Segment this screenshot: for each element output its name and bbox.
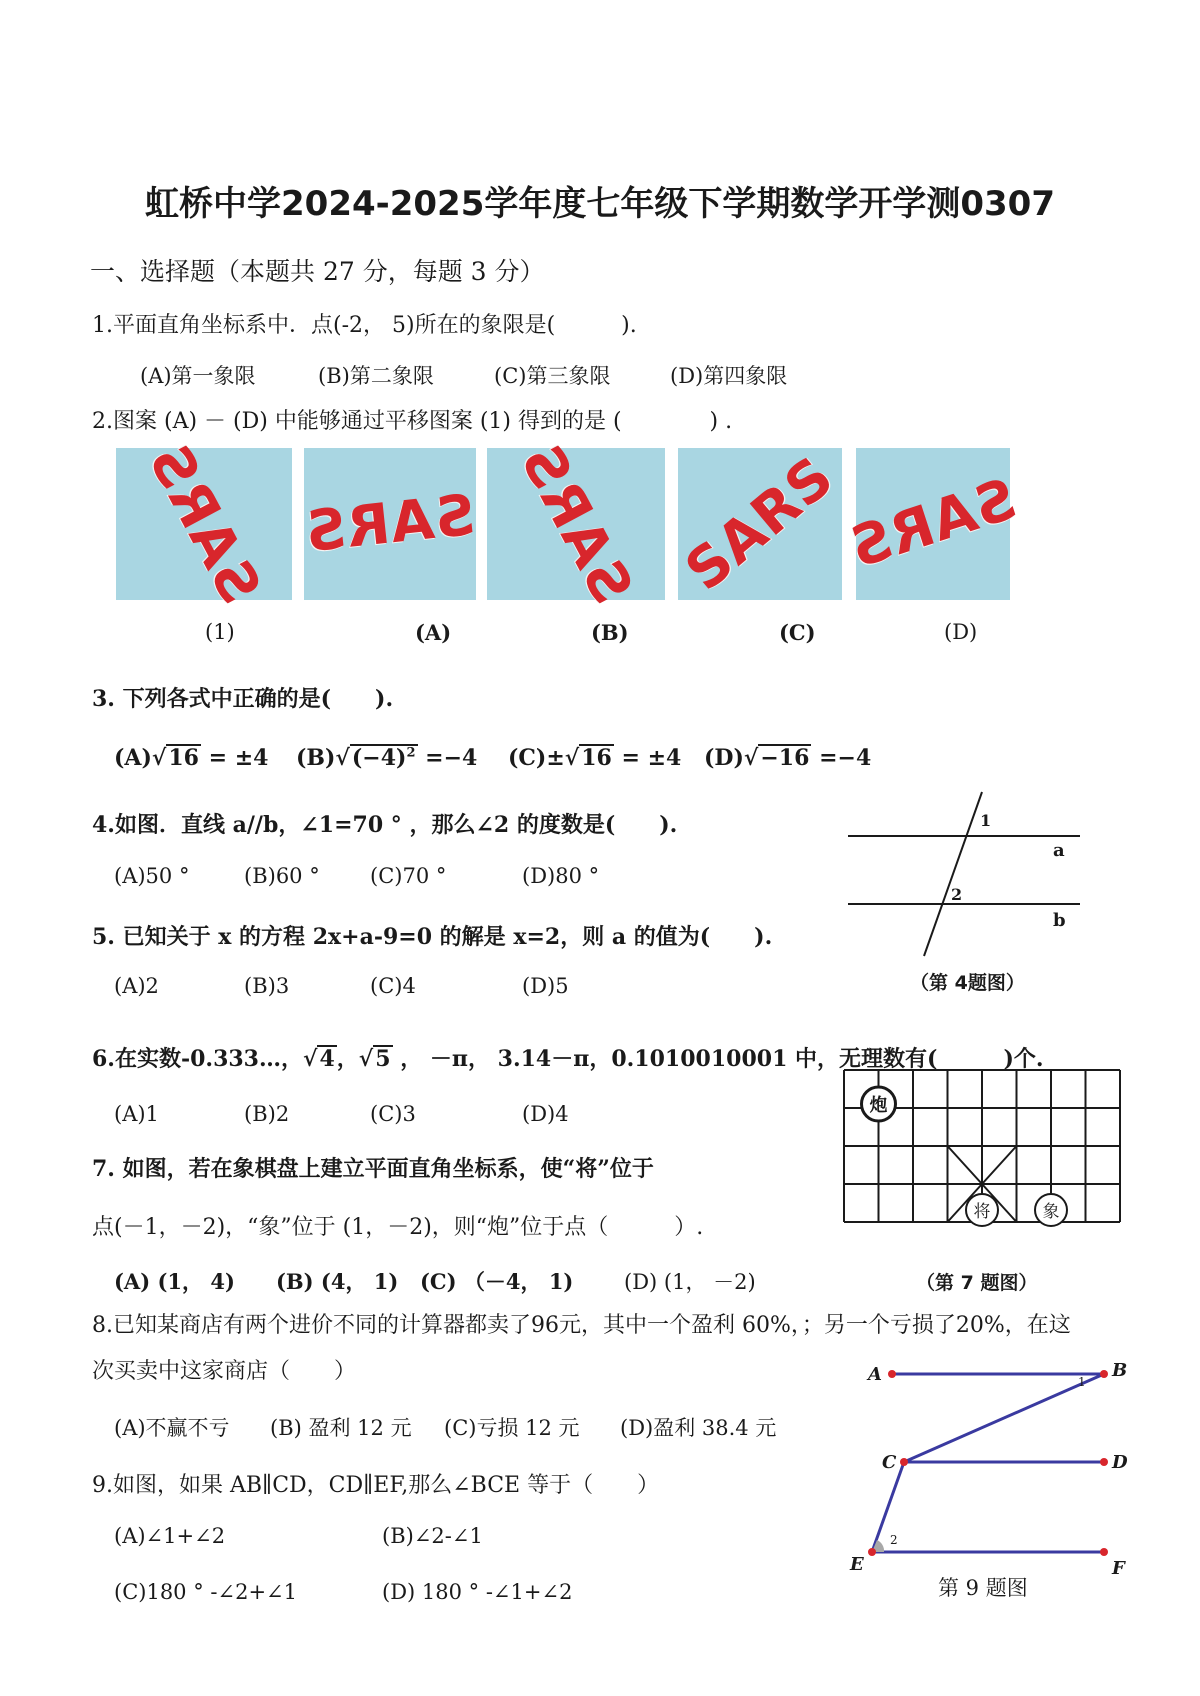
q3-option-a: (A)√16 = ±4 <box>114 745 269 771</box>
q5-option-c: (C)4 <box>370 974 416 998</box>
q3-b-radicand: (−4) <box>351 745 407 771</box>
segment-bc <box>904 1374 1104 1462</box>
q5-option-d: (D)5 <box>522 974 569 998</box>
q7-option-b: (B) (4， 1) <box>276 1269 399 1294</box>
sars-word: SARS <box>135 433 273 615</box>
transversal <box>924 792 982 956</box>
sars-tile-c <box>673 444 847 604</box>
pao-label: 炮 <box>869 1095 888 1116</box>
q6-option-c: (C)3 <box>370 1102 416 1126</box>
angle-2-label: 2 <box>890 1533 898 1547</box>
q6-radicand-1: 4 <box>319 1046 335 1072</box>
sars-tile-1 <box>116 433 292 615</box>
label-e: E <box>850 1554 864 1575</box>
jiang-label: 将 <box>973 1202 991 1222</box>
figure-q4 <box>840 786 1090 996</box>
q1-option-d: (D)第四象限 <box>670 364 788 388</box>
q3-b-exponent: 2 <box>406 745 416 761</box>
xiang-label: 象 <box>1042 1202 1060 1222</box>
q5-option-b: (B)3 <box>244 974 290 998</box>
q4-option-a: (A)50 ° <box>114 864 190 888</box>
q3-a-rhs: = ±4 <box>208 745 269 771</box>
q4-option-b: (B)60 ° <box>244 864 320 888</box>
line-a-label: a <box>1053 840 1065 861</box>
line-b-label: b <box>1053 910 1066 931</box>
point-b <box>1100 1370 1108 1378</box>
q7-option-a: (A) (1， 4) <box>114 1269 235 1294</box>
question-3-stem: 3. 下列各式中正确的是( ). <box>92 686 394 712</box>
angle-2-label: 2 <box>951 885 963 904</box>
q3-c-label: (C)± <box>508 745 565 771</box>
q3-option-c: (C)±√16 = ±4 <box>508 745 682 771</box>
q9-option-a: (A)∠1+∠2 <box>114 1524 226 1548</box>
q3-b-radicand-wrap <box>350 744 418 770</box>
tile-label-1: (1) <box>205 620 235 644</box>
q6-option-d: (D)4 <box>522 1102 569 1126</box>
tile-label-b: (B) <box>591 620 629 645</box>
sars-word: SARS <box>673 444 847 604</box>
q8-option-b: (B) 盈利 12 元 <box>270 1416 412 1440</box>
q6-stem-part-a: 6.在实数-0.333…， <box>92 1046 303 1072</box>
q3-d-rhs: =−4 <box>819 745 872 771</box>
angle-1-label: 1 <box>1078 1375 1086 1389</box>
q3-b-rhs: =−4 <box>425 745 478 771</box>
section-heading: 一、选择题（本题共 27 分，每题 3 分） <box>90 257 545 286</box>
question-6-stem: 6.在实数-0.333…，√4，√5 ， －π， 3.14－π，0.1010010001 中，无理数有( )个. <box>92 1046 1044 1072</box>
q6-option-b: (B)2 <box>244 1102 290 1126</box>
question-4-stem: 4.如图．直线 a//b，∠1=70 ° ，那么∠2 的度数是( ). <box>92 812 678 838</box>
q7-option-d: (D) (1， －2) <box>624 1270 756 1294</box>
sars-word: SARS <box>301 482 479 566</box>
tile-label-a: (A) <box>415 620 452 645</box>
q1-option-a: (A)第一象限 <box>140 364 256 388</box>
figure-q9 <box>850 1352 1136 1596</box>
q8-option-a: (A)不赢不亏 <box>114 1416 230 1440</box>
q4-option-d: (D)80 ° <box>522 864 600 888</box>
q3-c-rhs: = ±4 <box>621 745 682 771</box>
label-c: C <box>882 1452 897 1473</box>
question-2-stem: 2.图案 (A) － (D) 中能够通过平移图案 (1) 得到的是 ( ) . <box>92 409 733 434</box>
tile-label-d: (D) <box>944 620 978 644</box>
question-1-stem: 1.平面直角坐标系中．点(-2， 5)所在的象限是( ). <box>92 313 637 338</box>
q5-option-a: (A)2 <box>114 974 159 998</box>
point-d <box>1100 1458 1108 1466</box>
q9-option-c: (C)180 ° -∠2+∠1 <box>114 1580 297 1604</box>
q3-c-radicand: 16 <box>581 745 612 771</box>
q9-option-d: (D) 180 ° -∠1+∠2 <box>382 1580 573 1604</box>
q3-a-radicand: 16 <box>168 745 199 771</box>
point-f <box>1100 1548 1108 1556</box>
sars-tile-a <box>301 448 479 600</box>
sars-word: SARS <box>507 433 645 615</box>
question-5-stem: 5. 已知关于 x 的方程 2x+a-9=0 的解是 x=2，则 a 的值为( ). <box>92 924 773 950</box>
q3-d-label: (D) <box>704 745 744 771</box>
q6-stem-part-b: ， －π， 3.14－π，0.1010010001 中，无理数有( )个. <box>392 1046 1044 1072</box>
question-8-line-1: 8.已知某商店有两个进价不同的计算器都卖了96元，其中一个盈利 60%，；另一个亏损了20%，在这 <box>92 1313 1071 1338</box>
q6-radicand-2: 5 <box>375 1046 391 1072</box>
q3-d-radicand: −16 <box>760 745 810 771</box>
sars-tile-d <box>841 448 1025 600</box>
label-b: B <box>1112 1360 1128 1381</box>
q6-separator: ， <box>336 1046 359 1072</box>
q1-option-b: (B)第二象限 <box>318 364 434 388</box>
sars-tile-b <box>487 433 665 615</box>
question-7-line-2: 点(－1，－2)，“象”位于 (1，－2)，则“炮”位于点（ ）. <box>92 1215 704 1240</box>
figure-q7-caption: （第 7 题图） <box>916 1272 1038 1294</box>
label-f: F <box>1112 1558 1125 1579</box>
point-e <box>868 1548 876 1556</box>
sars-word: SARS <box>841 466 1025 582</box>
q1-option-c: (C)第三象限 <box>494 364 611 388</box>
question-7-line-1: 7. 如图，若在象棋盘上建立平面直角坐标系，使“将”位于 <box>92 1156 654 1182</box>
angle-1-label: 1 <box>980 811 992 830</box>
label-a: A <box>868 1364 882 1385</box>
q8-option-d: (D)盈利 38.4 元 <box>620 1416 777 1440</box>
q7-option-c: (C) （－4， 1) <box>420 1269 574 1294</box>
q3-b-label: (B) <box>296 745 336 771</box>
q3-option-d: (D)√−16 =−4 <box>704 745 872 771</box>
question-9-stem: 9.如图，如果 AB∥CD，CD∥EF,那么∠BCE 等于（ ） <box>92 1473 660 1498</box>
figure-q7-chessboard <box>842 1068 1124 1228</box>
figure-q9-caption: 第 9 题图 <box>938 1576 1028 1600</box>
question-8-line-2: 次买卖中这家商店（ ） <box>92 1359 357 1384</box>
segment-ce <box>872 1462 904 1552</box>
q9-option-b: (B)∠2-∠1 <box>382 1524 483 1548</box>
point-c <box>900 1458 908 1466</box>
q4-option-c: (C)70 ° <box>370 864 447 888</box>
q3-a-label: (A) <box>114 745 152 771</box>
label-d: D <box>1112 1452 1128 1473</box>
point-a <box>888 1370 896 1378</box>
tile-label-c: (C) <box>779 620 816 645</box>
page-title: 虹桥中学2024-2025学年度七年级下学期数学开学测0307 <box>145 184 1055 224</box>
figure-q4-caption: （第 4题图） <box>910 972 1025 994</box>
q8-option-c: (C)亏损 12 元 <box>444 1416 580 1440</box>
q6-option-a: (A)1 <box>114 1102 159 1126</box>
q3-option-b: $(B)√(-4)^2 =-4$ <box>296 745 478 771</box>
